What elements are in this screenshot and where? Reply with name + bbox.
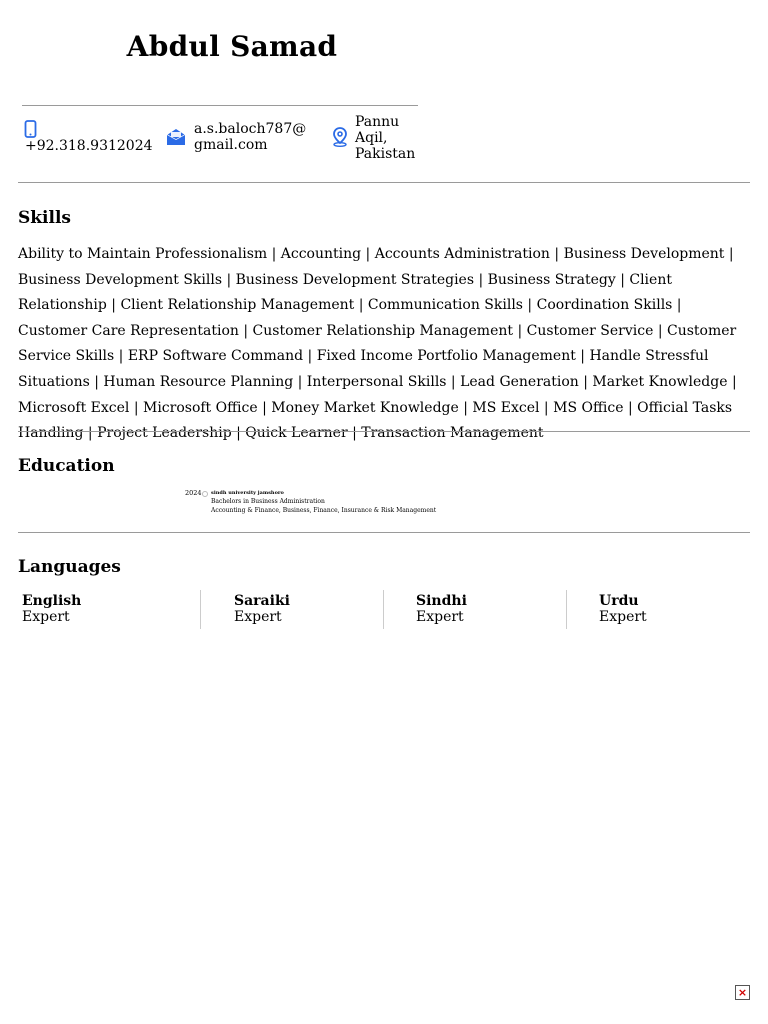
education-school: sindh university jamshoro [211, 490, 284, 496]
education-degree: Bachelors in Business Administration [211, 498, 325, 505]
timeline-dot-icon [202, 491, 208, 497]
languages-list [0, 590, 768, 630]
language-name: Urdu [599, 593, 639, 609]
language-divider [200, 590, 201, 629]
contact-divider [22, 105, 418, 106]
language-level: Expert [599, 609, 647, 625]
language-name: Sindhi [416, 593, 467, 609]
language-item [22, 590, 81, 625]
language-level: Expert [234, 609, 282, 625]
languages-heading: Languages [18, 557, 121, 577]
language-item [599, 590, 647, 625]
location-text: Pannu Aqil, Pakistan [355, 114, 416, 162]
language-divider [566, 590, 567, 629]
candidate-name: Abdul Samad [126, 30, 338, 63]
language-name: English [22, 593, 82, 609]
section-divider [18, 182, 750, 183]
location-pin-icon [332, 127, 348, 151]
language-divider [383, 590, 384, 629]
envelope-open-icon [166, 128, 186, 150]
language-item [234, 590, 290, 625]
section-divider [18, 431, 750, 432]
language-name: Saraiki [234, 593, 290, 609]
education-fields: Accounting & Finance, Business, Finance, Insurance & Risk Management [211, 507, 437, 514]
section-divider [18, 532, 750, 533]
language-level: Expert [416, 609, 464, 625]
language-item [416, 590, 467, 625]
skills-list: Ability to Maintain Professionalism | Accounting | Accounts Administration | Business Development | Business Development Skills | Business Development Strategies | Business Strategy | Client Relationship | Client Relationship Management | Communication Skills | Coordination Skills | Customer Care Representation | Customer Relationship Management | Customer Service | Customer Service Skills | ERP Software Command | Fixed Income Portfolio Management | Handle Stressful Situations | Human Resource Planning | Interpersonal Skills | Lead Generation | Market Knowledge | Microsoft Excel | Microsoft Office | Money Market Knowledge | MS Excel | MS Office | Official Tasks Handling | Project Leadership | Quick Learner | Transaction Management [18, 246, 737, 442]
language-level: Expert [22, 609, 70, 625]
close-icon[interactable]: × [735, 985, 750, 1000]
skills-heading: Skills [18, 208, 72, 228]
education-heading: Education [18, 456, 115, 476]
phone-number[interactable]: +92.318.9312024 [25, 138, 153, 154]
email-address[interactable]: a.s.baloch787@ gmail.com [194, 121, 307, 153]
education-year: 2024 [185, 489, 202, 497]
